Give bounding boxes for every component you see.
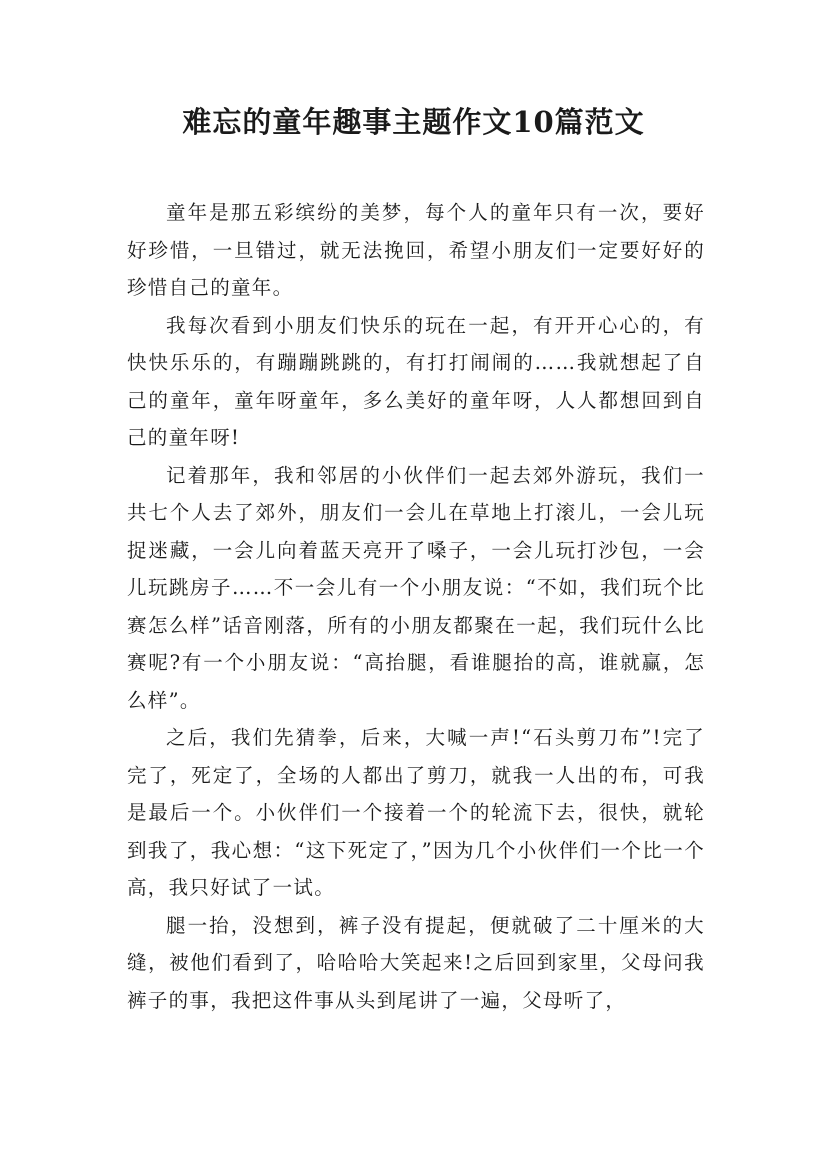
paragraph-3: 记着那年，我和邻居的小伙伴们一起去郊外游玩，我们一共七个人去了郊外，朋友们一会儿在草地上打滚儿，一会儿玩捉迷藏，一会儿向着蓝天亮开了嗓子，一会儿玩打沙包，一会儿玩跳房子……不一会儿有一个小朋友说：“不如，我们玩个比赛怎么样”话音刚落，所有的小朋友都聚在一起，我们玩什么比赛呢?有一个小朋友说：“高抬腿，看谁腿抬的高，谁就赢，怎么样”。: [127, 463, 705, 712]
document-body: [127, 194, 705, 1019]
paragraph-4: 之后，我们先猜拳，后来，大喊一声!“石头剪刀布”!完了完了，死定了，全场的人都出了剪刀，就我一人出的布，可我是最后一个。小伙伴们一个接着一个的轮流下去，很快，就轮到我了，我心想：“这下死定了，”因为几个小伙伴们一个比一个高，我只好试了一试。: [127, 726, 705, 899]
document-title: 难忘的童年趣事主题作文10篇范文: [182, 105, 645, 139]
paragraph-2: 我每次看到小朋友们快乐的玩在一起，有开开心心的，有快快乐乐的，有蹦蹦跳跳的，有打打闹闹的……我就想起了自己的童年，童年呀童年，多么美好的童年呀，人人都想回到自己的童年呀!: [127, 313, 705, 449]
paragraph-1: 童年是那五彩缤纷的美梦，每个人的童年只有一次，要好好珍惜，一旦错过，就无法挽回，希望小朋友们一定要好好的珍惜自己的童年。: [127, 201, 705, 299]
paragraph-5: 腿一抬，没想到，裤子没有提起，便就破了二十厘米的大缝，被他们看到了，哈哈哈大笑起来!之后回到家里，父母问我裤子的事，我把这件事从头到尾讲了一遍，父母听了，: [127, 913, 705, 1012]
